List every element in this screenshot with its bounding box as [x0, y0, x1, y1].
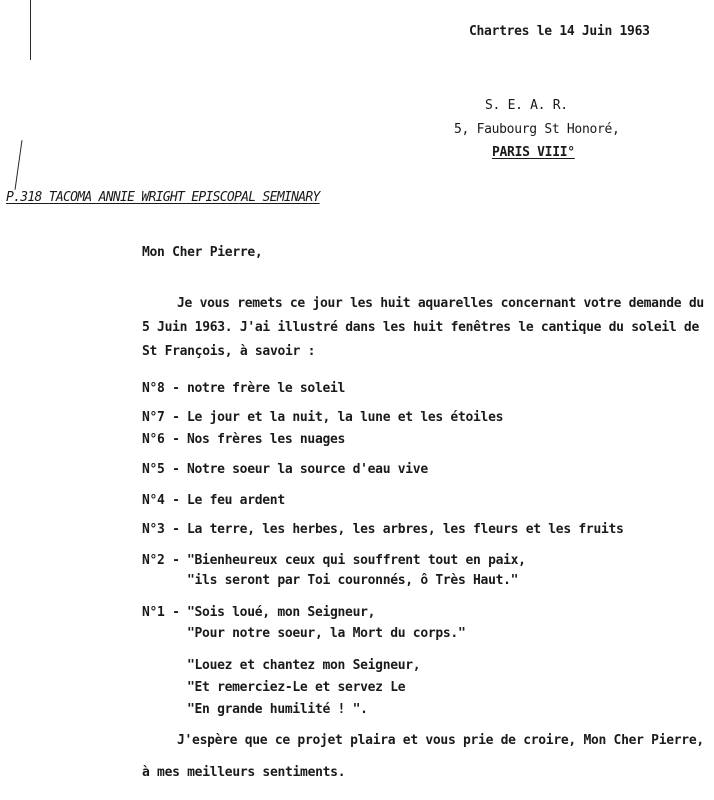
closing-line-2: à mes meilleurs sentiments. [142, 765, 346, 780]
item-number: N°8 - [142, 381, 180, 396]
item-number: N°1 - [142, 605, 180, 620]
recipient-line-1: S. E. A. R. [485, 98, 568, 113]
salutation: Mon Cher Pierre, [142, 245, 263, 260]
item-text: Notre soeur la source d'eau vive [187, 462, 428, 477]
item-text: Le feu ardent [187, 493, 285, 508]
item-text-continuation: "Pour notre soeur, la Mort du corps." [187, 626, 466, 641]
place-date: Chartres le 14 Juin 1963 [469, 24, 650, 39]
verse-line-1: "Louez et chantez mon Seigneur, [187, 658, 421, 673]
item-number: N°3 - [142, 522, 180, 537]
scan-margin-mark-top [30, 0, 31, 60]
item-text: Nos frères les nuages [187, 432, 346, 447]
item-number: N°7 - [142, 410, 180, 425]
intro-line-3: St François, à savoir : [142, 344, 316, 359]
item-text: notre frère le soleil [187, 381, 346, 396]
scan-margin-mark [15, 140, 23, 190]
item-text: "Bienheureux ceux qui souffrent tout en paix, [187, 553, 526, 568]
item-number: N°5 - [142, 462, 180, 477]
item-number: N°6 - [142, 432, 180, 447]
item-text-continuation: "ils seront par Toi couronnés, ô Très Haut." [187, 573, 519, 588]
intro-line-2: 5 Juin 1963. J'ai illustré dans les huit fenêtres le cantique du soleil de [142, 320, 699, 335]
verse-line-3: "En grande humilité ! ". [187, 702, 368, 717]
item-number: N°2 - [142, 553, 180, 568]
recipient-line-3: PARIS VIII° [492, 145, 575, 160]
item-text: La terre, les herbes, les arbres, les fleurs et les fruits [187, 522, 624, 537]
reference-line: P.318 TACOMA ANNIE WRIGHT EPISCOPAL SEMINARY [6, 190, 320, 205]
verse-line-2: "Et remerciez-Le et servez Le [187, 680, 406, 695]
recipient-line-2: 5, Faubourg St Honoré, [454, 122, 620, 137]
intro-line-1: Je vous remets ce jour les huit aquarelles concernant votre demande du [177, 296, 704, 311]
item-number: N°4 - [142, 493, 180, 508]
closing-line-1: J'espère que ce projet plaira et vous prie de croire, Mon Cher Pierre, [177, 733, 704, 748]
item-text: Le jour et la nuit, la lune et les étoiles [187, 410, 504, 425]
item-text: "Sois loué, mon Seigneur, [187, 605, 376, 620]
